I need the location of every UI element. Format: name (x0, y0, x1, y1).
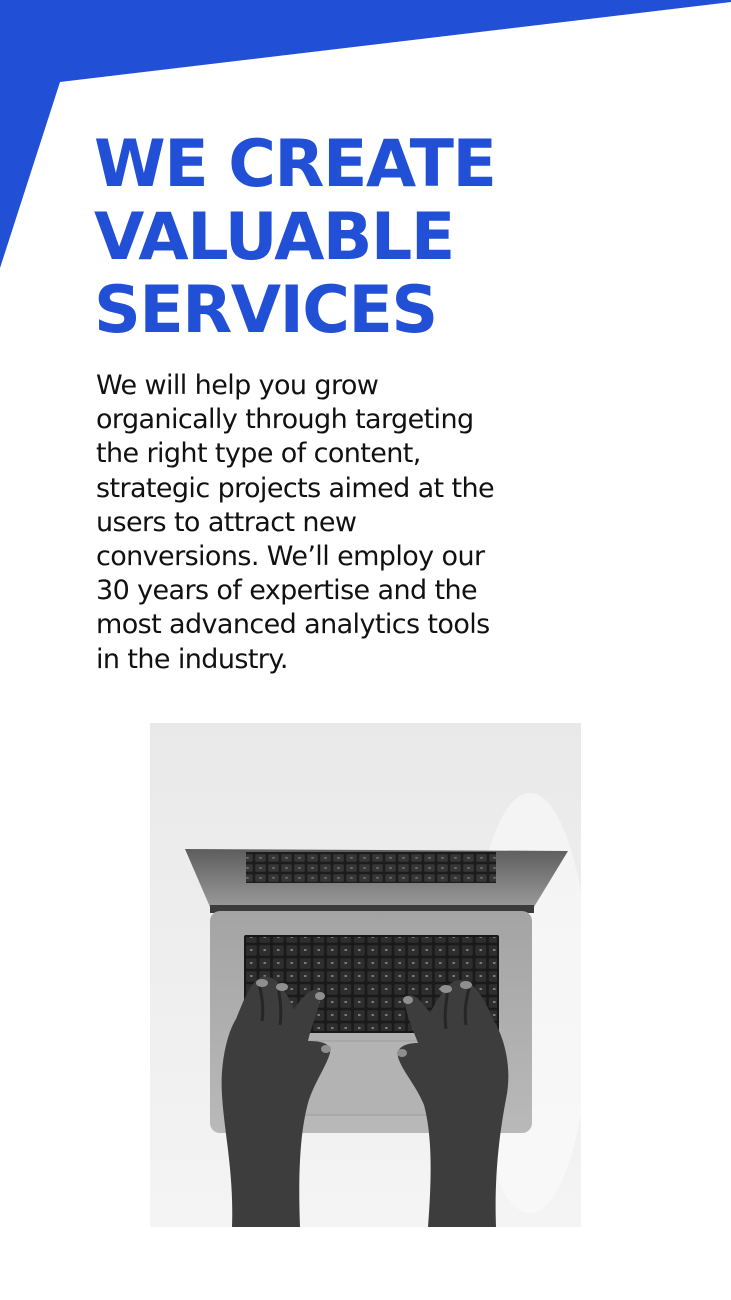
laptop-typing-photo (150, 723, 581, 1227)
intro-paragraph: We will help you grow organically through targeting the right type of content, strategic projects aimed at the users to attract new conversions. We’ll employ our 30 years of expertise and the most advanced analytics tools in the industry. (96, 370, 495, 675)
laptop-illustration (150, 723, 581, 1227)
page-title: WE CREATE VALUABLE SERVICES (94, 127, 496, 348)
